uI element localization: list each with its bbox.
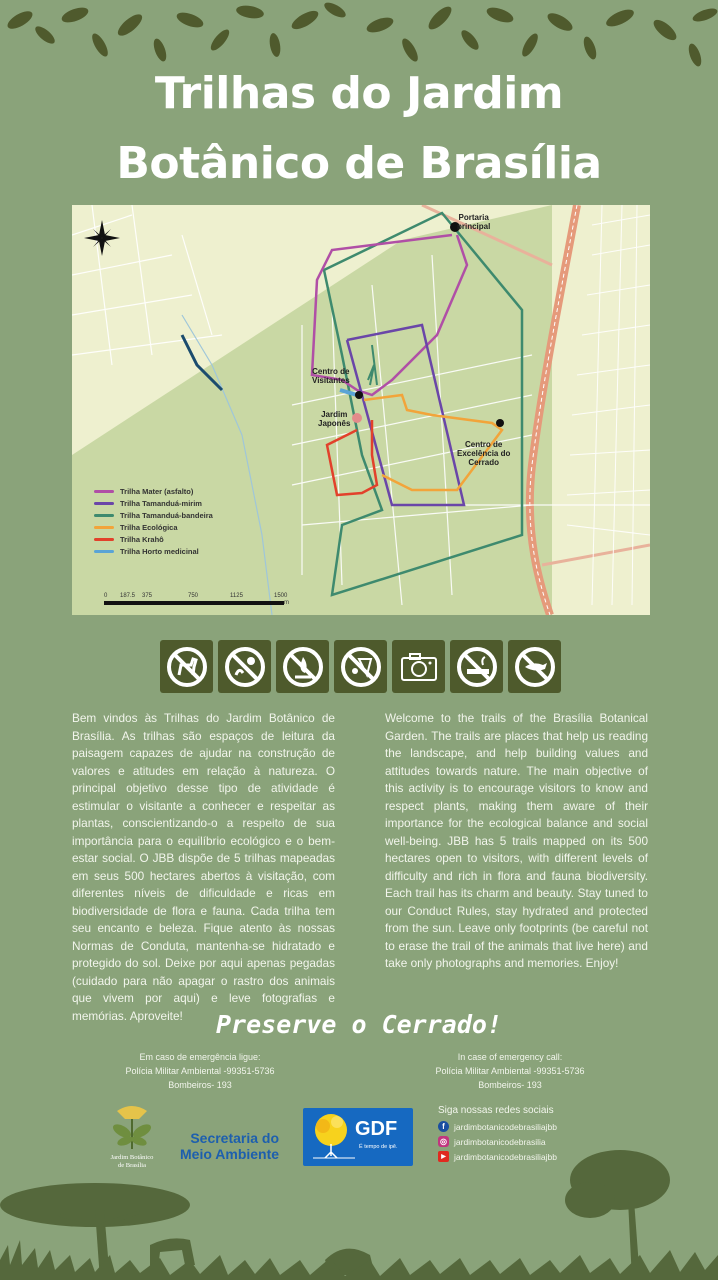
- youtube-link[interactable]: ▶ jardimbotanicodebrasiliajbb: [438, 1149, 557, 1164]
- legend-item: Trilha Horto medicinal: [94, 545, 213, 557]
- facebook-link[interactable]: f jardimbotanicodebrasiliajbb: [438, 1119, 557, 1134]
- foliage-decoration: [0, 0, 718, 75]
- no-pets-icon: [160, 640, 213, 693]
- emergency-info-pt: Em caso de emergência ligue: Polícia Militar Ambiental -99351-5736 Bombeiros- 193: [125, 1052, 275, 1090]
- jbb-logo: Jardim Botânico de Brasília: [100, 1103, 164, 1169]
- instagram-icon: ◎: [438, 1136, 449, 1147]
- cerrado-landscape-decoration: [0, 1140, 718, 1280]
- page-title-line1: Trilhas do Jardim: [154, 68, 564, 119]
- youtube-icon: ▶: [438, 1151, 449, 1162]
- legend-item: Trilha Mater (asfalto): [94, 485, 213, 497]
- no-feeding-animals-icon: [508, 640, 561, 693]
- gdf-logo: GDF É tempo de ipê.: [303, 1108, 413, 1166]
- map-label-centro-visitantes: Centro de Visitantes: [312, 367, 350, 385]
- map-label-centro-excelencia: Centro de Excelência do Cerrado: [457, 440, 511, 467]
- trail-map[interactable]: Portaria principal Centro de Visitantes Jardim Japonês Centro de Excelência do Cerrado Trilha Mater (asfalto) Trilha Tamanduá-mirim Trilha Tamanduá-bandeira Trilha Ecológica Trilha Krahô Trilha Horto medicinal 0 187.5 375 750 1125 1500 m: [72, 205, 650, 615]
- no-fire-icon: [276, 640, 329, 693]
- no-smoking-icon: [450, 640, 503, 693]
- intro-text-pt: Bem vindos às Trilhas do Jardim Botânico de Brasília. As trilhas são espaços de leitura da paisagem capazes de ajudar na construção de valores e atitudes em relação à natureza. O principal objetivo desse tipo de atividade é estimular o visitante a conhecer e respeitar as plantas, conscientizando-o a respeito de sua importância para o equilíbrio ecológico e o bem-estar social. O JBB dispõe de 5 trilhas mapeadas em seus 500 hectares abertos à visitação, com diferentes níveis de dificuldade e ricas em biodiversidade de flora e fauna. Cada trilha tem seu encanto e beleza. Fique atento às nossas Normas de Conduta, mantenha-se hidratado e protegido do sol. Deixe por aqui apenas pegadas (cuidado para não apagar o rastro dos animais que vivem por aqui) e leve fotografias e memórias. Aproveite!: [72, 711, 335, 1023]
- scale-bar: [104, 601, 284, 605]
- no-littering-icon: [334, 640, 387, 693]
- slogan: Preserve o Cerrado!: [216, 1010, 502, 1039]
- no-picking-plants-icon: [218, 640, 271, 693]
- page-title-line2: Botânico de Brasília: [116, 138, 602, 189]
- map-label-portaria: Portaria principal: [457, 213, 491, 231]
- legend-item: Trilha Tamanduá-bandeira: [94, 509, 213, 521]
- facebook-icon: f: [438, 1121, 449, 1132]
- camera-allowed-icon: [392, 640, 445, 693]
- conduct-rules-icons: [160, 640, 561, 693]
- map-label-jardim-japones: Jardim Japonês: [318, 410, 351, 428]
- emergency-info-en: In case of emergency call: Polícia Militar Ambiental -99351-5736 Bombeiros- 193: [435, 1052, 585, 1090]
- intro-text-en: Welcome to the trails of the Brasília Botanical Garden. The trails are places that help us reading the landscape, and help building values and attitudes towards nature. The main objective of this activity is to encourage visitors to know and respect plants, making them aware of their importance for the ecological balance and social well-being. JBB has 5 trails mapped on its 500 hectares open to visitors, with different levels of difficulty and rich in flora and fauna biodiversity. Each trail has its charm and beauty. Stay tuned to our Conduct Rules, stay hydrated and protected from the sun. Leave only footprints (be careful not to erase the trail of the animals that live here) and take only photographs and memories. Enjoy!: [385, 711, 648, 970]
- legend-item: Trilha Ecológica: [94, 521, 213, 533]
- map-legend: [94, 485, 213, 557]
- legend-item: Trilha Tamanduá-mirim: [94, 497, 213, 509]
- instagram-link[interactable]: ◎ jardimbotanicodebrasilia: [440, 1136, 546, 1147]
- sema-logo: Secretaria do Meio Ambiente: [180, 1130, 280, 1162]
- social-links: Siga nossas redes sociais f jardimbotanicodebrasiliajbb ◎ jardimbotanicodebrasilia ▶ jardimbotanicodebrasiliajbb: [438, 1105, 557, 1164]
- legend-item: Trilha Krahô: [94, 533, 213, 545]
